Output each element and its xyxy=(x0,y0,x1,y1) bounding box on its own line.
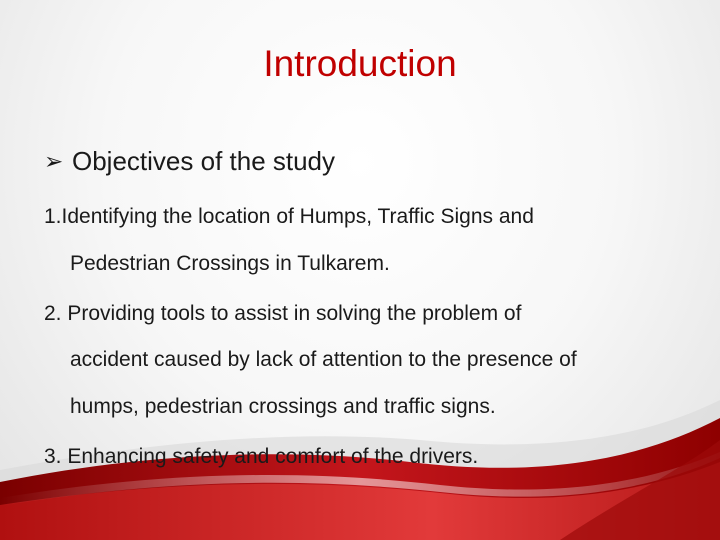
objectives-heading xyxy=(44,146,335,177)
objective-2-line-1: 2. Providing tools to assist in solving the problem of xyxy=(44,302,522,325)
objective-2-line-3: humps, pedestrian crossings and traffic signs. xyxy=(70,395,496,418)
slide-title: Introduction xyxy=(263,43,457,84)
objective-3-line-1: 3. Enhancing safety and comfort of the drivers. xyxy=(44,445,479,468)
arrow-bullet-icon: ➢ xyxy=(44,148,64,174)
objective-1-line-2: Pedestrian Crossings in Tulkarem. xyxy=(70,252,390,275)
objective-2-line-2: accident caused by lack of attention to the presence of xyxy=(70,348,577,371)
objectives-heading-text: Objectives of the study xyxy=(72,146,336,176)
objective-1-line-1: 1.Identifying the location of Humps, Traffic Signs and xyxy=(44,205,534,228)
